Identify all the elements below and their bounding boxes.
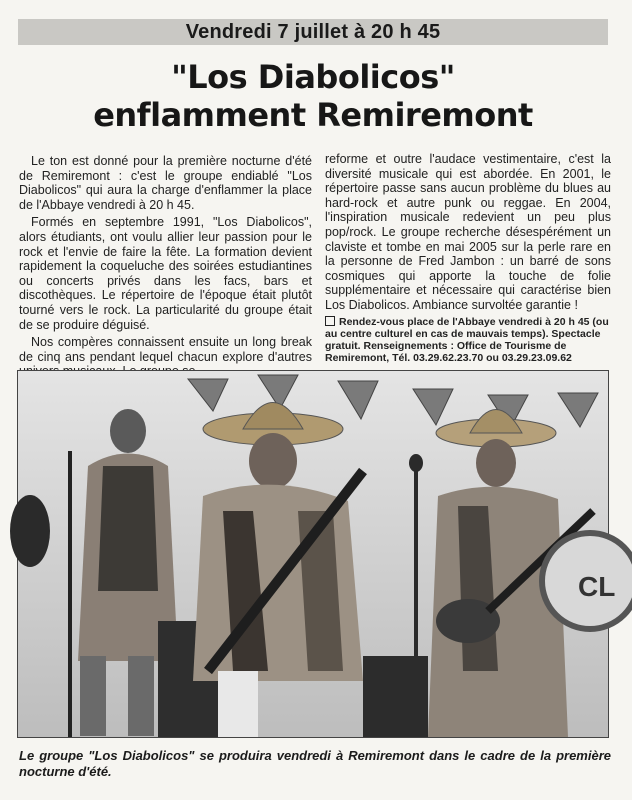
event-info-text: Rendez-vous place de l'Abbaye vendredi à 20 h 45 (ou au centre culturel en cas de mauvais temps). Spectacle gratuit. Renseignements : Office de Tourisme de Remiremont, Tél. 03.29.62.23.70 ou 03.29.23.09.62 <box>325 315 609 365</box>
event-info <box>325 316 611 365</box>
headline-line-1: "Los Diabolicos" <box>171 58 455 96</box>
article-kicker: Vendredi 7 juillet à 20 h 45 <box>18 19 608 45</box>
article-column-2 <box>325 152 611 364</box>
article-column-1 <box>19 154 312 382</box>
headline-line-2: enflamment Remiremont <box>93 96 533 134</box>
paragraph-3: Nos compères connaissent ensuite un long break de cinq ans pendant lequel chacun explore d'autres <box>19 335 312 364</box>
photo-caption: Le groupe "Los Diabolicos" se produira vendredi à Remiremont dans le cadre de la première nocturne d'été. <box>19 748 611 779</box>
band-photo <box>17 370 616 738</box>
paragraph-2: Formés en septembre 1991, "Los Diabolicos", alors étudiants, ont voulu allier leur passion pour le rock et l'envie de faire la fête. La formation devient rapidement la coqueluche des soirées estudiantines ou concerts privés dans les facs, bars et discothèques. Le répertoire de l'époque était plutôt tourné vers le rock. La particularité du groupe était de se produire déguisé. <box>19 215 312 332</box>
paragraph-4: reforme et outre l'audace vestimentaire, c'est la diversité musicale qui est abordée. En 2001, le répertoire passe sans aucun problème du blues au hard-rock et autre punk ou reggae. En 2004, l'inspiration musicale redevient un peu plus pop/rock. Le groupe recherche désespérément un claviste et tombe en mai 2005 sur la perle rare en la personne de Fred Jambon : un barré de sons cosmiques qui apporte la touche de folie supplémentaire et nécessaire qui caractérise bien Los Diabolicos. Ambiance survoltée garantie ! <box>325 152 611 312</box>
paragraph-1: Le ton est donné pour la première nocturne d'été de Remiremont : c'est le groupe endiablé "Los Diabolicos" qui aura la charge d'enflammer la place de l'Abbaye vendredi à 20 h 45. <box>19 154 312 212</box>
band-photo-illustration <box>18 371 616 737</box>
article-headline <box>18 58 608 134</box>
checkbox-bullet-icon <box>325 316 335 326</box>
photo-sign-text: CL <box>578 571 616 602</box>
